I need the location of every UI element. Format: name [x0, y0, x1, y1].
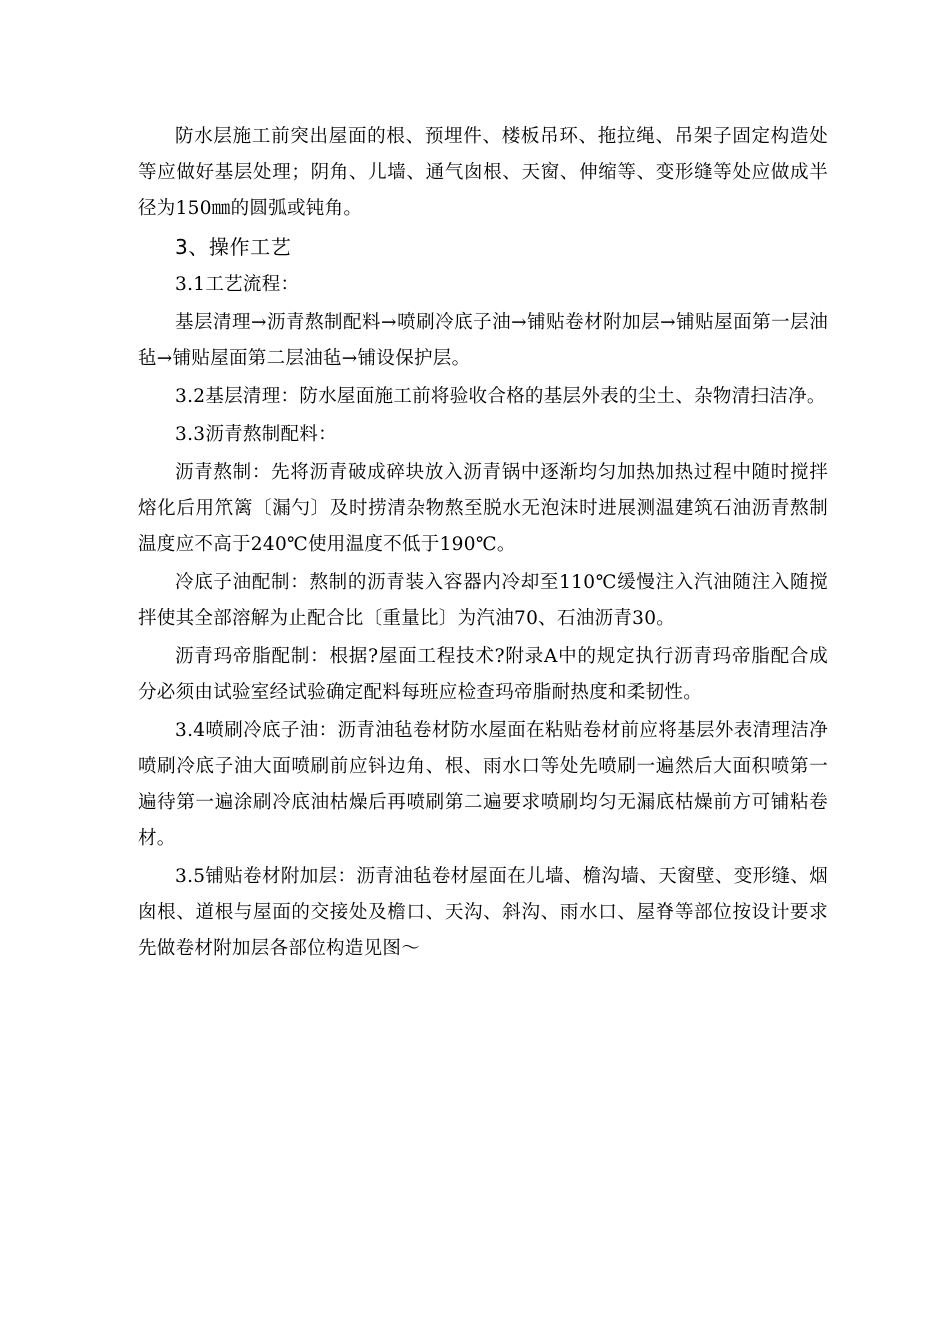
paragraph-spray-primer: 3.4喷刷冷底子油：沥青油毡卷材防水屋面在粘贴卷材前应将基层外表清理洁净喷刷冷底子油大面喷刷前应钭边角、根、雨水口等处先喷刷一遍然后大面积喷第一遍待第一遍涂刷冷底油枯燥后再喷刷第二遍要求喷刷均匀无漏底枯燥前方可铺粘卷材。	[138, 720, 828, 849]
section-heading-operation-process: 3、操作工艺	[175, 235, 292, 259]
paragraph-base-treatment: 防水层施工前突出屋面的根、预埋件、楼板吊环、拖拉绳、吊架子固定构造处等应做好基层处理；阴角、儿墙、通气囱根、天窗、伸缩等、变形缝等处应做成半径为150㎜的圆弧或钝角。	[138, 126, 828, 219]
document-body	[138, 119, 828, 969]
paragraph-process-flow-title: 3.1工艺流程：	[175, 274, 300, 295]
paragraph-process-flow: 基层清理→沥青熬制配料→喷刷冷底子油→铺贴卷材附加层→铺贴屋面第一层油毡→铺贴屋面第二层油毡→铺设保护层。	[138, 312, 828, 369]
paragraph-base-cleaning: 3.2基层清理：防水屋面施工前将验收合格的基层外表的尘土、杂物清扫洁净。	[175, 386, 826, 407]
paragraph-asphalt-title: 3.3沥青熬制配料：	[175, 424, 337, 445]
paragraph-additional-layer: 3.5铺贴卷材附加层：沥青油毡卷材屋面在儿墙、檐沟墙、天窗壁、变形缝、烟囱根、道根与屋面的交接处及檐口、天沟、斜沟、雨水口、屋脊等部位按设计要求先做卷材附加层各部位构造见图～	[138, 866, 828, 959]
paragraph-asphalt-boiling: 沥青熬制：先将沥青破成碎块放入沥青锅中逐渐均匀加热加热过程中随时搅拌熔化后用笊篱〔漏勺〕及时捞清杂物熬至脱水无泡沫时进展测温建筑石油沥青熬制温度应不高于240℃使用温度不低于190℃。	[138, 462, 828, 555]
paragraph-cold-primer: 冷底子油配制：熬制的沥青装入容器内冷却至110℃缓慢注入汽油随注入随搅拌使其全部溶解为止配合比〔重量比〕为汽油70、石油沥青30。	[138, 572, 828, 629]
paragraph-mastic: 沥青玛帝脂配制：根据?屋面工程技术?附录A中的规定执行沥青玛帝脂配合成分必须由试验室经试验确定配料每班应检查玛帝脂耐热度和柔韧性。	[138, 646, 828, 703]
